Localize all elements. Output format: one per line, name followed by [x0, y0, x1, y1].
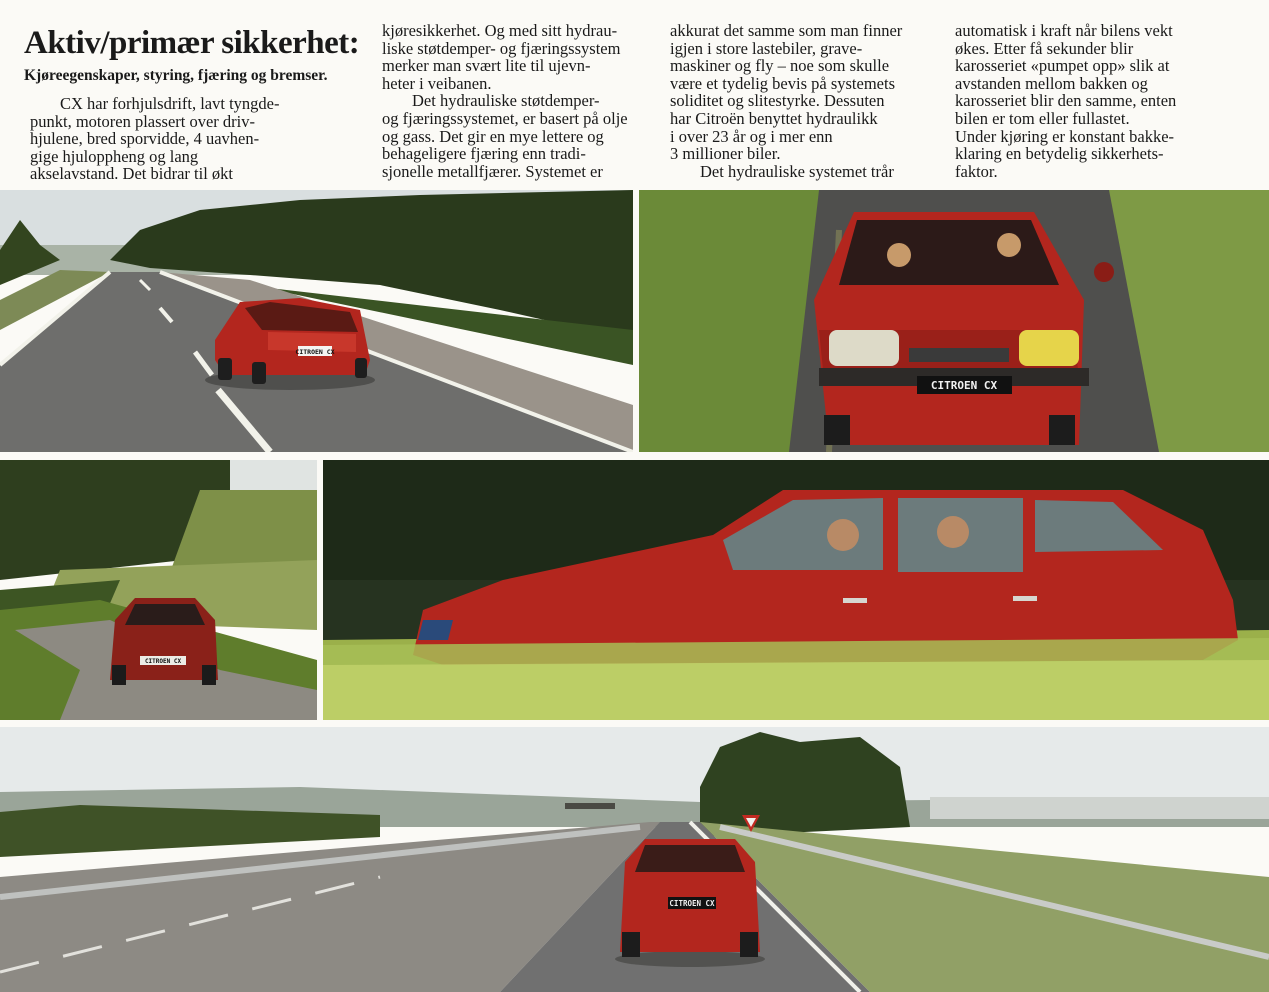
license-plate: CITROEN CX	[669, 899, 715, 908]
text-column-1	[30, 95, 350, 183]
text-line: økes. Etter få sekunder blir	[955, 38, 1134, 58]
text-column-4	[955, 22, 1255, 180]
text-line: 3 millioner biler.	[670, 144, 781, 164]
text-line: CX har forhjulsdrift, lavt tyngde-	[60, 94, 280, 113]
text-line: bilen er tom eller fullastet.	[955, 108, 1130, 128]
photo-side-motion	[323, 460, 1269, 720]
text-line: soliditet og slitestyrke. Dessuten	[670, 91, 885, 111]
text-line: hjulene, bred sporvidde, 4 uavhen-	[30, 129, 260, 149]
text-line: Det hydrauliske støtdemper-	[412, 91, 600, 111]
text-line: behageligere fjæring enn tradi-	[382, 144, 586, 164]
text-line: sjonelle metallfjærer. Systemet er	[382, 161, 603, 181]
text-line: punkt, motoren plassert over driv-	[30, 111, 255, 131]
text-line: avstanden mellom bakken og	[955, 73, 1148, 93]
text-line: Det hydrauliske systemet trår	[700, 161, 894, 181]
text-column-3	[670, 22, 945, 180]
text-line: være et tydelig bevis på systemets	[670, 73, 895, 93]
text-line: kjøresikkerhet. Og med sitt hydrau-	[382, 21, 618, 40]
license-plate: CITROEN CX	[295, 348, 335, 356]
text-line: heter i veibanen.	[382, 73, 492, 93]
text-column-2	[382, 22, 652, 180]
text-line: karosseriet «pumpet opp» slik at	[955, 56, 1170, 76]
text-line: merker man svært lite til ujevn-	[382, 56, 591, 76]
text-line: har Citroën benyttet hydraulikk	[670, 108, 878, 128]
license-plate: CITROEN CX	[930, 379, 998, 392]
license-plate: CITROEN CX	[144, 658, 182, 665]
photo-winding-road	[0, 460, 317, 720]
text-line: i over 23 år og i mer enn	[670, 126, 833, 146]
text-line: og fjæringssystemet, er basert på olje	[382, 108, 628, 128]
text-line: faktor.	[955, 161, 998, 181]
text-line: karosseriet blir den samme, enten	[955, 91, 1177, 111]
photo-wide-motorway	[0, 727, 1269, 992]
text-line: klaring en betydelig sikkerhets-	[955, 144, 1164, 164]
photo-country-road-front	[639, 190, 1269, 452]
text-line: liske støtdemper- og fjæringssystem	[382, 38, 621, 58]
text-line: maskiner og fly – noe som skulle	[670, 56, 890, 76]
text-line: akselavstand. Det bidrar til økt	[30, 164, 233, 184]
text-line: gige hjuloppheng og lang	[30, 146, 199, 166]
text-line: og gass. Det gir en mye lettere og	[382, 126, 604, 146]
text-line: automatisk i kraft når bilens vekt	[955, 21, 1173, 40]
page-title: Aktiv/primær sikkerhet:	[24, 25, 360, 61]
text-line: akkurat det samme som man finner	[670, 21, 903, 40]
page-subtitle: Kjøreegenskaper, styring, fjæring og bremser.	[24, 67, 328, 84]
text-line: Under kjøring er konstant bakke-	[955, 126, 1175, 146]
text-line: igjen i store lastebiler, grave-	[670, 38, 863, 58]
photo-highway-rear	[0, 190, 633, 452]
